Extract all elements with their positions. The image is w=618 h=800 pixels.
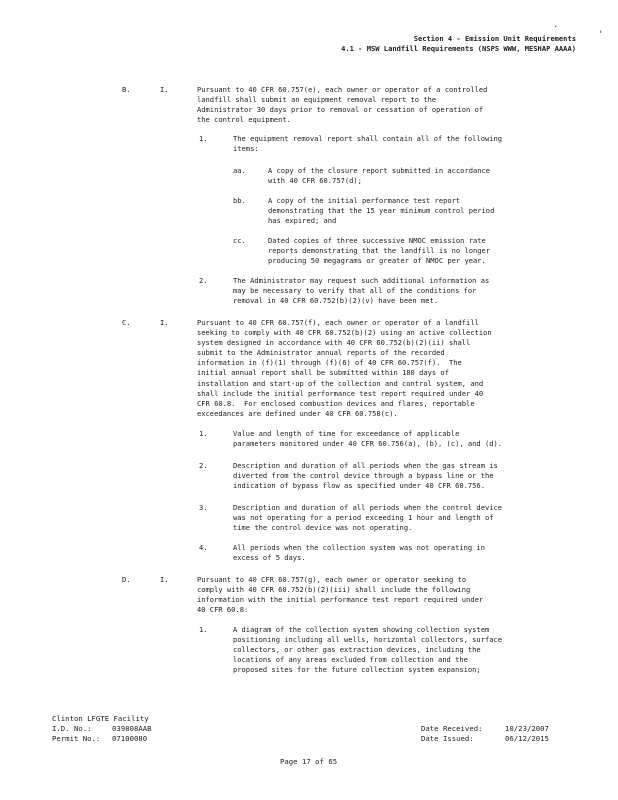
section-c-item-text: All periods when the collection system was not operating in excess of 5 days.	[233, 543, 485, 563]
permit-number-value: 07100080	[112, 734, 148, 743]
section-d-text: Pursuant to 40 CFR 60.757(g), each owner or operator seeking to comply with 40 CFR 60.752(b)(2)(iii) shall include the following information with the initial performance test report required under 40 CFR 60.8:	[197, 575, 484, 615]
scan-speck: .	[553, 20, 559, 30]
date-issued-value: 06/12/2015	[505, 734, 549, 743]
section-c-item-text: Description and duration of all periods when the control device was not operating for a period exceeding 1 hour and length of time the control device was not operating.	[233, 503, 503, 533]
section-c-number: I.	[160, 318, 169, 327]
section-letter-c: C.	[122, 318, 131, 327]
section-c-item-text: Description and duration of all periods when the gas stream is diverted from the control device through a bypass line or the indication of bypass flow as specified under 40 CFR 60.756.	[233, 461, 498, 491]
date-issued-label: Date Issued:	[421, 734, 474, 743]
page-header	[341, 34, 576, 54]
header-section-title: Section 4 - Emission Unit Requirements	[413, 34, 576, 43]
section-b-item2-number: 2.	[199, 276, 208, 285]
subitem-bb-text: A copy of the initial performance test report demonstrating that the 15 year minimum control period has expired; and	[268, 196, 495, 226]
permit-number-label: Permit No.:	[52, 734, 101, 743]
subitem-aa-text: A copy of the closure report submitted in accordance with 40 CFR 60.757(d);	[268, 166, 491, 186]
section-b-item1-text: The equipment removal report shall contain all of the following items:	[233, 134, 503, 154]
header-subsection-title: 4.1 - MSW Landfill Requirements (NSPS WWW, MESHAP AAAA)	[341, 44, 576, 53]
scan-speck: '	[598, 30, 604, 40]
section-b-item1-number: 1.	[199, 134, 208, 143]
date-received-label: Date Received:	[421, 724, 483, 733]
section-d-item1-text: A diagram of the collection system showing collection system positioning including all wells, horizontal collectors, surface collectors, or other gas extraction devices, including the locations of any areas excluded from collection and the proposed sites for the future collection system expansion;	[233, 625, 503, 675]
id-number-value: 039808AAB	[112, 724, 152, 733]
section-c-item-number: 3.	[199, 503, 208, 512]
section-c-item-text: Value and length of time for exceedance of applicable parameters monitored under 40 CFR 60.756(a), (b), (c), and (d).	[233, 429, 503, 449]
section-d-number: I.	[160, 575, 169, 584]
id-number-label: I.D. No.:	[52, 724, 92, 733]
subitem-bb-label: bb.	[233, 196, 246, 205]
section-c-item-number: 2.	[199, 461, 208, 470]
date-received-value: 10/23/2007	[505, 724, 549, 733]
section-d-item1-number: 1.	[199, 625, 208, 634]
section-b-item2-text: The Administrator may request such additional information as may be necessary to verify that all of the conditions for removal in 40 CFR 60.752(b)(2)(v) have been met.	[233, 276, 490, 306]
subitem-cc-label: cc.	[233, 236, 246, 245]
section-b-text: Pursuant to 40 CFR 60.757(e), each owner or operator of a controlled landfill shall submit an equipment removal report to the Administrator 30 days prior to removal or cessation of operation of the control equipment.	[197, 85, 488, 125]
section-c-text: Pursuant to 40 CFR 60.757(f), each owner or operator of a landfill seeking to comply with 40 CFR 60.752(b)(2) using an active collection system designed in accordance with 40 CFR 60.752(b)(2)(ii) shall submit to the Administrator annual reports of the recorded information in (f)(1) through (f)(6) of 40 CFR 60.757(f). The initial annual report shall be submitted within 180 days of installation and start-up of the collection and control system, and shall include the initial performance test report required under 40 CFR 60.8. For enclosed combustion devices and flares, reportable exceedances are defined under 40 CFR 60.758(c).	[197, 318, 492, 418]
footer-left	[52, 714, 152, 744]
section-c-item-number: 4.	[199, 543, 208, 552]
facility-name: Clinton LFGTE Facility	[52, 714, 149, 723]
page-number: Page 17 of 65	[280, 757, 338, 766]
section-c-item-number: 1.	[199, 429, 208, 438]
section-letter-d: D.	[122, 575, 131, 584]
subitem-cc-text: Dated copies of three successive NMOC emission rate reports demonstrating that the landfill is no longer producing 50 megagrams or greater of NMOC per year.	[268, 236, 491, 266]
section-letter-b: B.	[122, 85, 131, 94]
subitem-aa-label: aa.	[233, 166, 246, 175]
footer-right	[421, 724, 549, 744]
section-b-number: I.	[160, 85, 169, 94]
